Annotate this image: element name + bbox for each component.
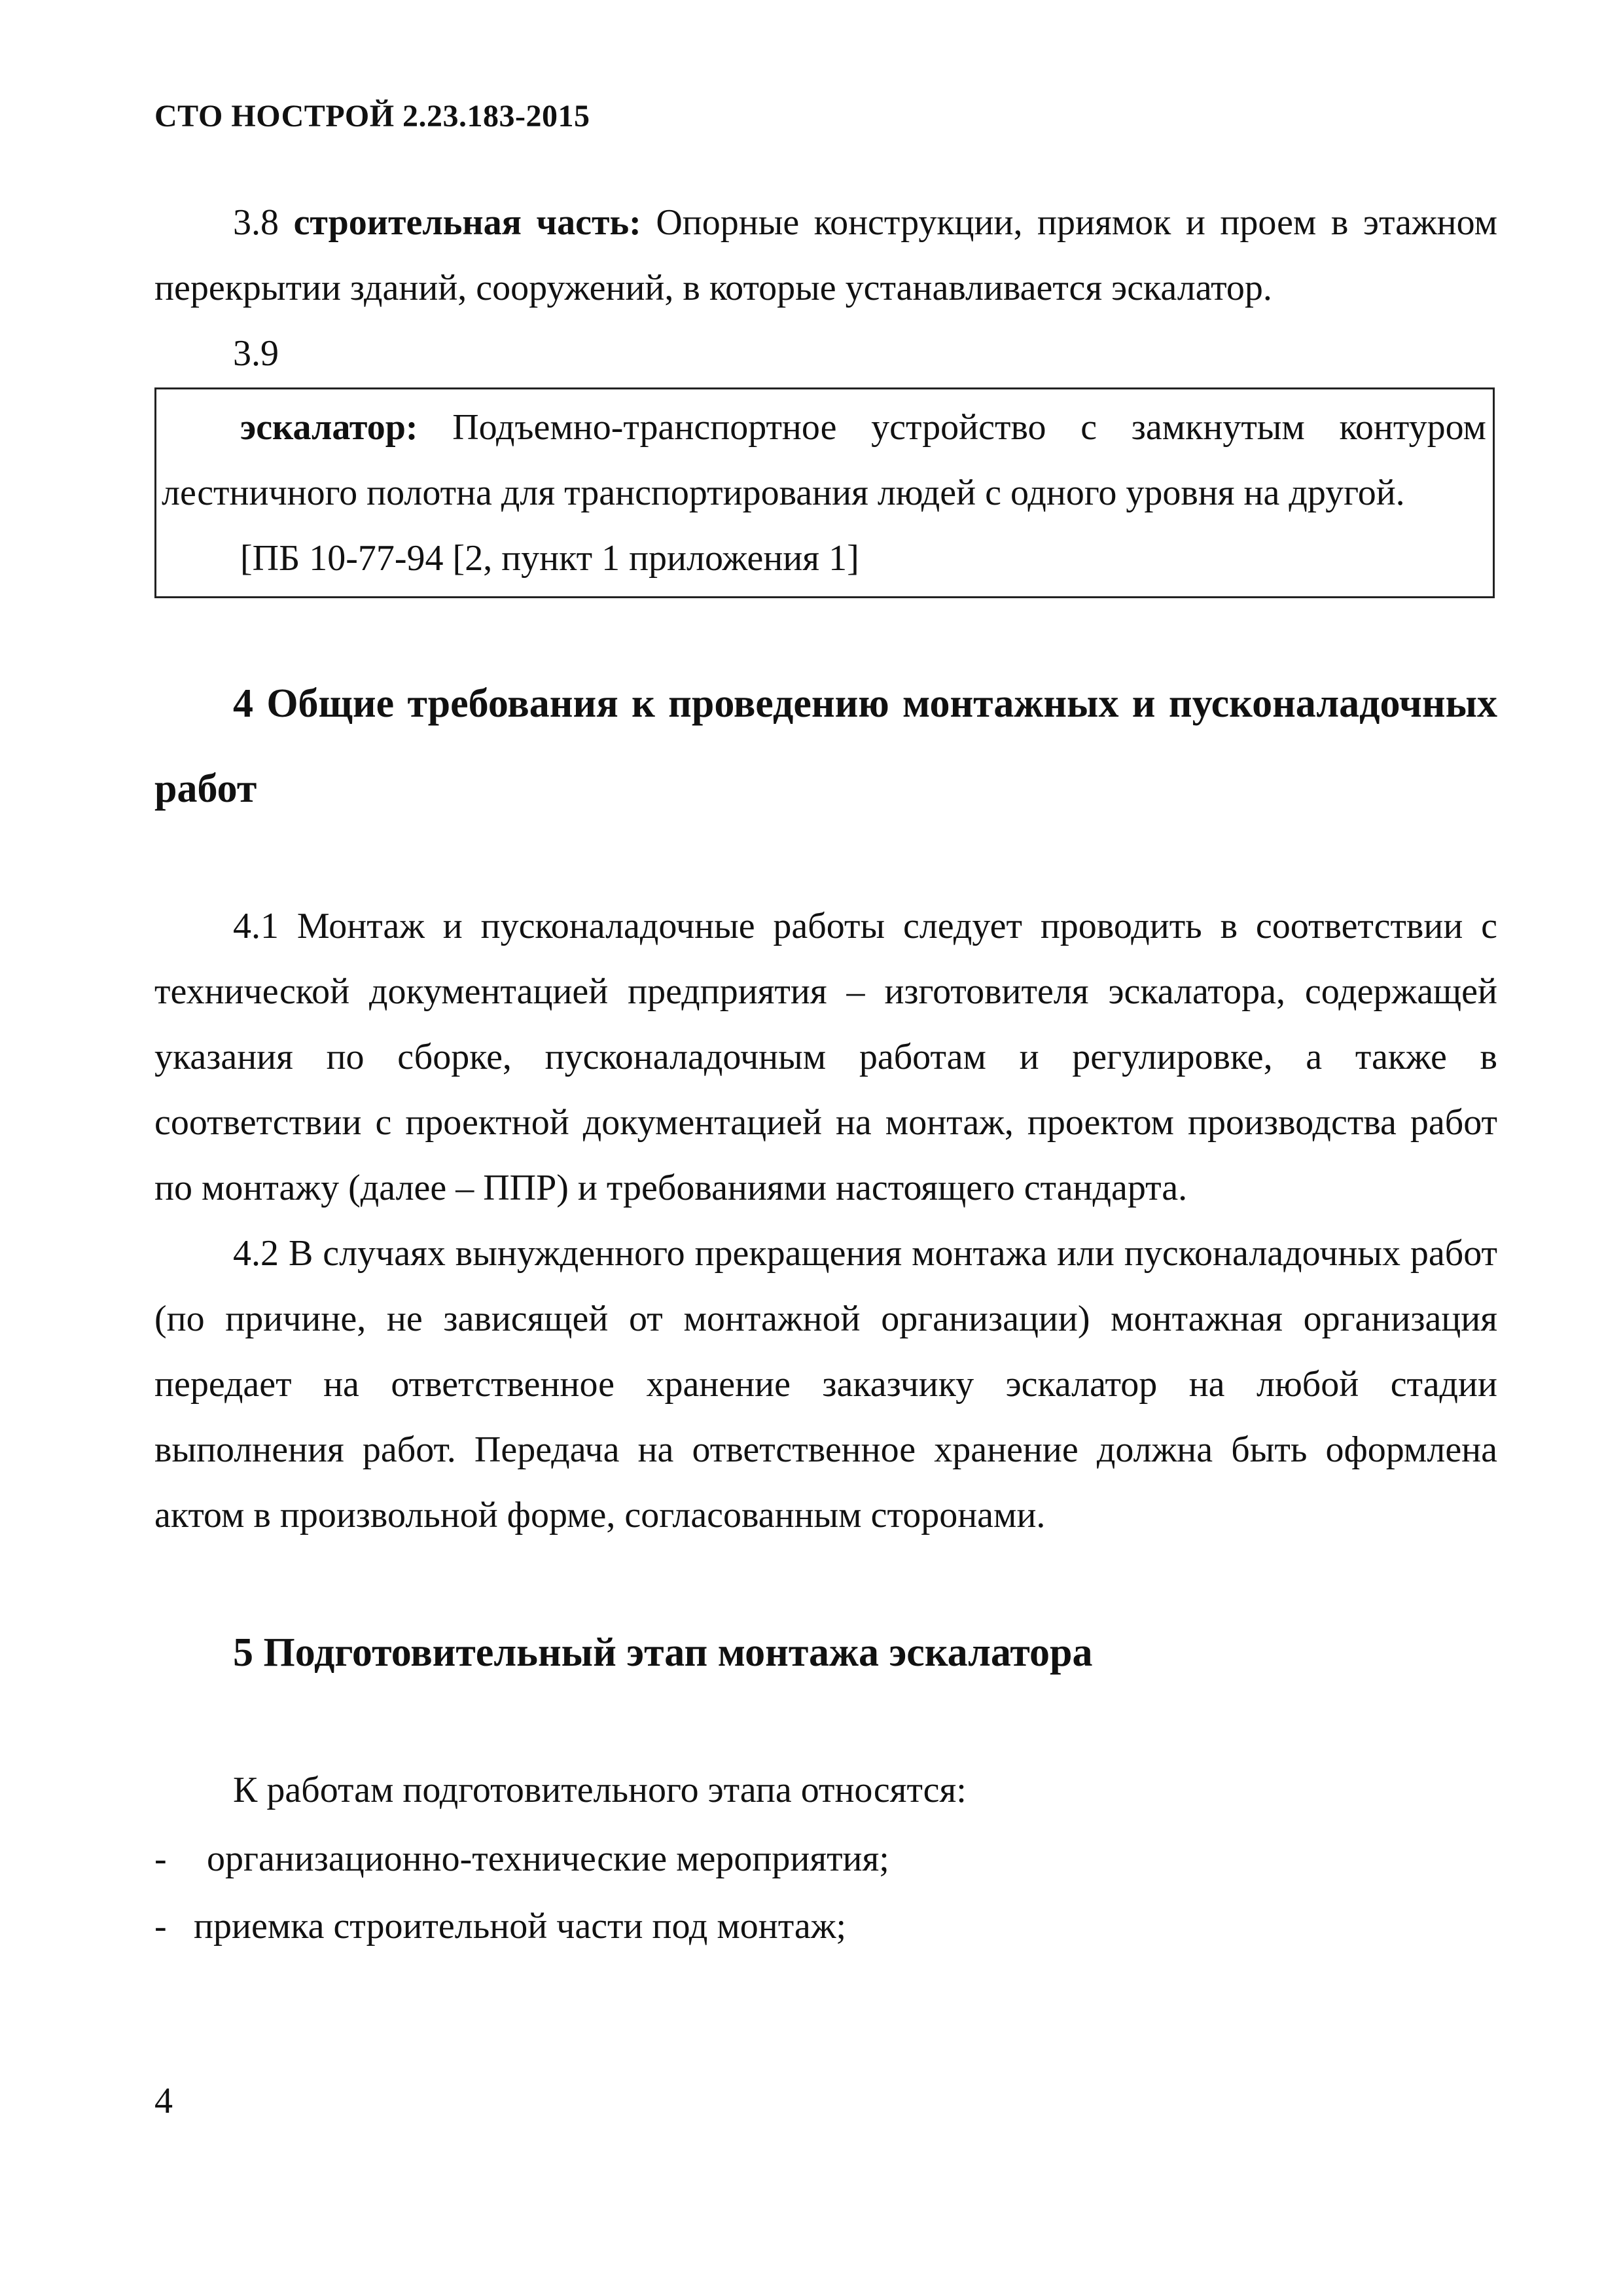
document-header-code: СТО НОСТРОЙ 2.23.183-2015 bbox=[154, 99, 590, 134]
clause-3-8-term: строительная часть: bbox=[293, 202, 641, 243]
list-item-text: организационно-технические мероприятия; bbox=[207, 1839, 889, 1879]
definition-term: эскалатор: bbox=[240, 407, 418, 448]
list-item-text: приемка строительной части под монтаж; bbox=[194, 1906, 847, 1946]
list-bullet: - bbox=[154, 1839, 167, 1879]
list-item bbox=[154, 1893, 846, 1959]
definition-box-text bbox=[162, 395, 1486, 526]
section-4-title: 4 Общие требования к проведению монтажных и пусконаладочных работ bbox=[154, 681, 1497, 811]
clause-3-8-definition: Опорные конструкции, приямок и проем в этажном перекрытии зданий, сооружений, в которые устанавливается эскалатор. bbox=[154, 202, 1498, 308]
page-number: 4 bbox=[154, 2081, 173, 2121]
section-5-title: 5 Подготовительный этап монтажа эскалатора bbox=[233, 1630, 1093, 1675]
definition-source: [ПБ 10-77-94 [2, пункт 1 приложения 1] bbox=[240, 538, 859, 579]
list-bullet: - bbox=[154, 1906, 167, 1946]
definition-text: Подъемно-транспортное устройство с замкнутым контуром лестничного полотна для транспортирования людей с одного уровня на другой. bbox=[162, 407, 1486, 513]
paragraph-4-1: 4.1 Монтаж и пусконаладочные работы следует проводить в соответствии с технической документацией предприятия – изготовителя эскалатора, содержащей указания по сборке, пусконаладочным работам и регулировке, а также в соответствии с проектной документацией на монтаж, проектом производства работ по монтажу (далее – ППР) и требованиями настоящего стандарта. bbox=[154, 906, 1497, 1208]
clause-3-9-number: 3.9 bbox=[233, 333, 279, 374]
paragraph-4-2: 4.2 В случаях вынужденного прекращения монтажа или пусконаладочных работ (по причине, не зависящей от монтажной организации) монтажная организация передает на ответственное хранение заказчику эскалатор на любой стадии выполнения работ. Передача на ответственное хранение должна быть оформлена актом в произвольной форме, согласованным сторонами. bbox=[154, 1233, 1497, 1535]
clause-3-8 bbox=[154, 190, 1497, 321]
definition-box bbox=[154, 387, 1495, 598]
section-5-intro: К работам подготовительного этапа относятся: bbox=[233, 1770, 967, 1810]
clause-3-8-number: 3.8 bbox=[233, 202, 279, 243]
list-item bbox=[154, 1826, 889, 1892]
